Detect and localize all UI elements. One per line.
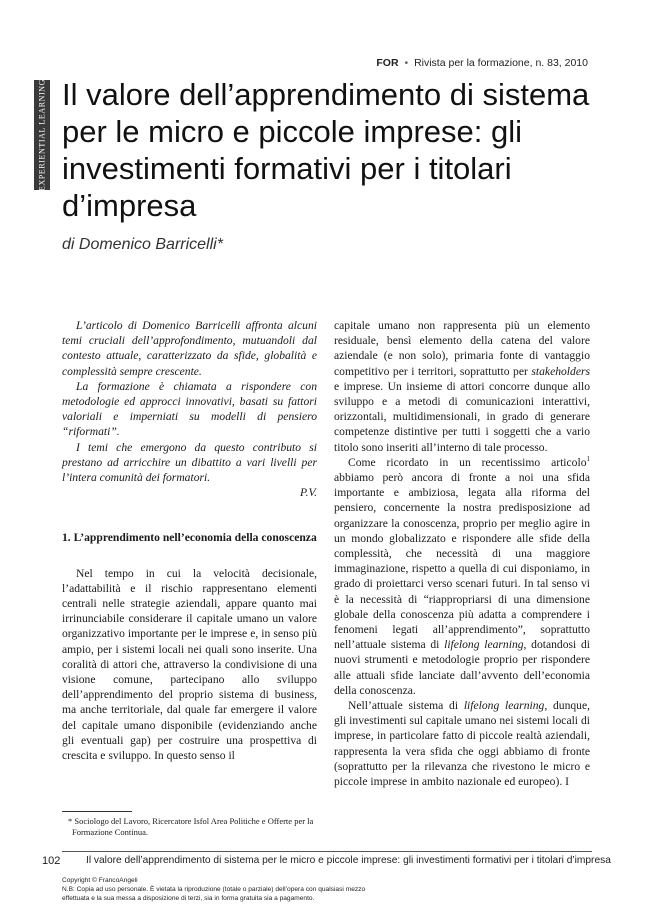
body-paragraph: capitale umano non rappresenta più un elemento residuale, bensì elemento della catena del valore aziendale (e non solo), primaria fonte di vantaggio competitivo per i territori, soprattutto per stakeholders e imprese. Un insieme di attori concorre dunque allo sviluppo e a metodi di comunicazioni interattivi, orizzontali, multidimensionali, in grado di generare competenze distintive per tutti i soggetti che a vario titolo sono inseriti all’interno di tale processo. [334,319,590,454]
abstract-signature: P.V. [300,486,317,500]
copyright-notice [62,876,622,903]
page-number: 102 [42,855,61,867]
copyright-line: N.B: Copia ad uso personale. È vietata la riproduzione (totale o parziale) dell’opera con qualsiasi mezzo [62,886,366,893]
running-title: Il valore dell’apprendimento di sistema per le micro e piccole imprese: gli investimenti formativi per i titolari d’impresa [86,855,611,866]
body-paragraph: Nel tempo in cui la velocità decisionale, l’adattabilità e il rischio rappresentano elementi centrali nelle strategie aziendali, appare quanto mai irrinunciabile considerare il capitale umano un valore organizzativo importante per le imprese e, in senso più ampio, per i sistemi locali nei quali sono inserite. Una coralità di attori che, attraverso la condivisione di una visione comune, partecipano allo sviluppo dell’apprendimento del proprio sistema di business, ma anche territoriale, dal quale far emergere il valore del capitale umano disponibile (evidenziando anche gli eventuali gap) per costruire una prospettiva di crescita e sviluppo. In questo senso il [62,566,317,763]
section-number: 1. [62,531,71,545]
body-paragraph: Nell’attuale sistema di lifelong learning, dunque, gli investimenti sul capitale umano nei sistemi locali di imprese, in particolare fatto di piccole realtà aziendali, rappresenta la vera sfida che oggi abbiamo di fronte (soprattutto per la rilevanza che rivestono le micro e piccole imprese in ambito nazionale ed europeo). I [334,699,591,789]
journal-issue: Rivista per la formazione, n. 83, 2010 [414,57,588,69]
side-label-text: EXPERIENTIAL LEARNING [37,78,47,192]
journal-name: FOR [376,57,399,69]
footnote-divider [62,811,132,812]
copyright-line: effettuata e la sua messa a disposizione di terzi, sia in forma gratuita sia a pagamento. [62,895,315,902]
body-paragraph: Come ricordato in un recentissimo articolo$^1$ abbiamo però ancora di fronte a noi una sfida importante e ambiziosa, legata alla riforma del pensiero, concernente la nostra predisposizione ad organizzare la conoscenza, proprio per meglio agire in un mondo globalizzato e rispondere alle sfide della complessità, che necessità di una maggiore immaginazione, rispetto a quella di cui disponiamo, in grado di proiettarci verso scenari futuri. In tal senso vi è la necessità di “riappropriarsi di una dimensione globale della conoscenza più adatta a comprendere i fenomeni legati all’apprendimento”, soprattutto nell’attuale sistema di lifelong learning, dotandosi di nuovi strumenti e metodologie proprio per rispondere alle attuali sfide lanciate dall’avvento dell’economia della conoscenza. [334,454,590,697]
right-column [334,318,590,789]
body-text-left [62,566,317,764]
abstract-paragraph: La formazione è chiamata a rispondere con metodologie ed approcci innovativi, basati su fattori valoriali e imperniati su modelli di pensiero “riformati”. [62,379,317,439]
header-separator: • [404,57,409,69]
journal-header [376,57,588,69]
footer-divider [62,851,592,852]
footnote-reference: 1 [586,454,590,463]
article-title: Il valore dell’apprendimento di sistema per le micro e piccole imprese: gli investimenti formativi per i titolari d’impresa [62,77,590,223]
section-heading [62,530,317,545]
article-author: di Domenico Barricelli* [62,236,223,253]
section-side-label [34,80,50,190]
abstract-paragraph: I temi che emergono da questo contributo si prestano ad arricchire un dibattito a vari livelli per l’intera comunità dei formatori. [62,440,317,485]
copyright-line: Copyright © FrancoAngeli [62,877,138,884]
section-title: L’apprendimento nell’economia della conoscenza [73,531,317,545]
abstract-paragraph: L’articolo di Domenico Barricelli affronta alcuni temi cruciali dell’approfondimento, mutuandoli dal contesto attuale, caratterizzato da sfide, globalità e complessità sempre crescente. [62,319,317,378]
abstract [62,318,317,500]
author-footnote: * Sociologo del Lavoro, Ricercatore Isfol Area Politiche e Offerte per la Formazione Continua. [68,816,314,837]
left-column [62,318,317,763]
